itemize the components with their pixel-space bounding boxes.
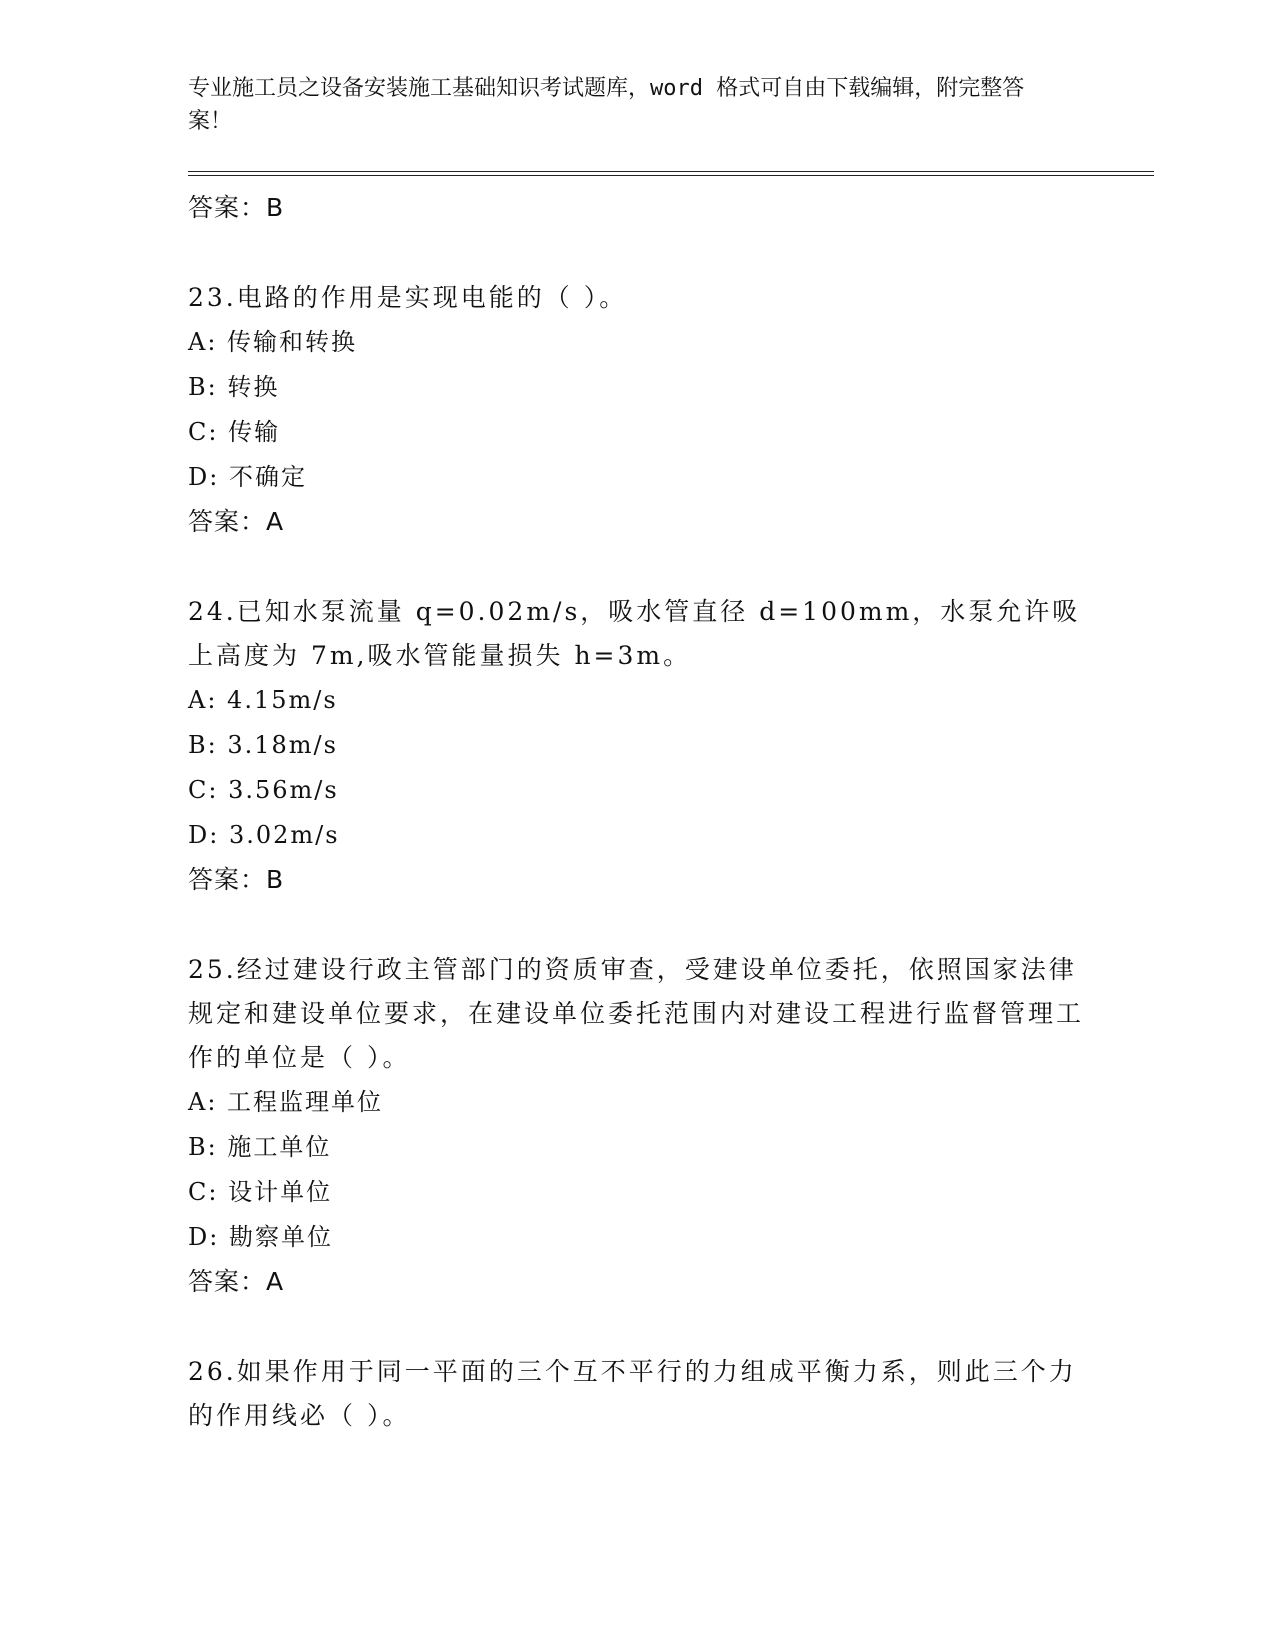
option-c: C: 3.56m/s	[188, 776, 339, 804]
option-b: B: 转换	[188, 373, 280, 401]
answer-line: 答案：A	[188, 1267, 285, 1296]
question-26	[188, 1350, 1088, 1438]
question-23	[188, 276, 1088, 544]
option-a: A: 传输和转换	[188, 328, 358, 356]
question-25	[188, 948, 1088, 1304]
option-b: B: 3.18m/s	[188, 731, 338, 759]
header-text: 专业施工员之设备安装施工基础知识考试题库，word 格式可自由下载编辑，附完整答案！	[188, 76, 1025, 134]
document-body	[188, 186, 1088, 1438]
question-text: 24.已知水泵流量 q=0.02m/s，吸水管直径 d=100mm，水泵允许吸上高度为 7m,吸水管能量损失 h=3m。	[188, 597, 1081, 670]
question-text: 23.电路的作用是实现电能的（ ）。	[188, 283, 628, 312]
question-text: 25.经过建设行政主管部门的资质审查，受建设单位委托，依照国家法律规定和建设单位要求，在建设单位委托范围内对建设工程进行监督管理工作的单位是（ ）。	[188, 955, 1085, 1072]
option-a: A: 工程监理单位	[188, 1088, 384, 1116]
option-d: D: 勘察单位	[188, 1223, 333, 1251]
option-c: C: 设计单位	[188, 1178, 333, 1206]
answer-line: 答案：A	[188, 507, 285, 536]
answer-line: 答案：B	[188, 865, 285, 894]
option-d: D: 不确定	[188, 463, 307, 491]
option-c: C: 传输	[188, 418, 281, 446]
header-rule-bottom	[188, 175, 1154, 176]
option-b: B: 施工单位	[188, 1133, 332, 1161]
answer-line: 答案：B	[188, 193, 285, 222]
header-rule-top	[188, 171, 1154, 172]
option-a: A: 4.15m/s	[188, 686, 338, 714]
question-24	[188, 590, 1088, 902]
question-text: 26.如果作用于同一平面的三个互不平行的力组成平衡力系，则此三个力的作用线必（ ）。	[188, 1357, 1077, 1430]
document-header	[188, 72, 1068, 138]
option-d: D: 3.02m/s	[188, 821, 340, 849]
